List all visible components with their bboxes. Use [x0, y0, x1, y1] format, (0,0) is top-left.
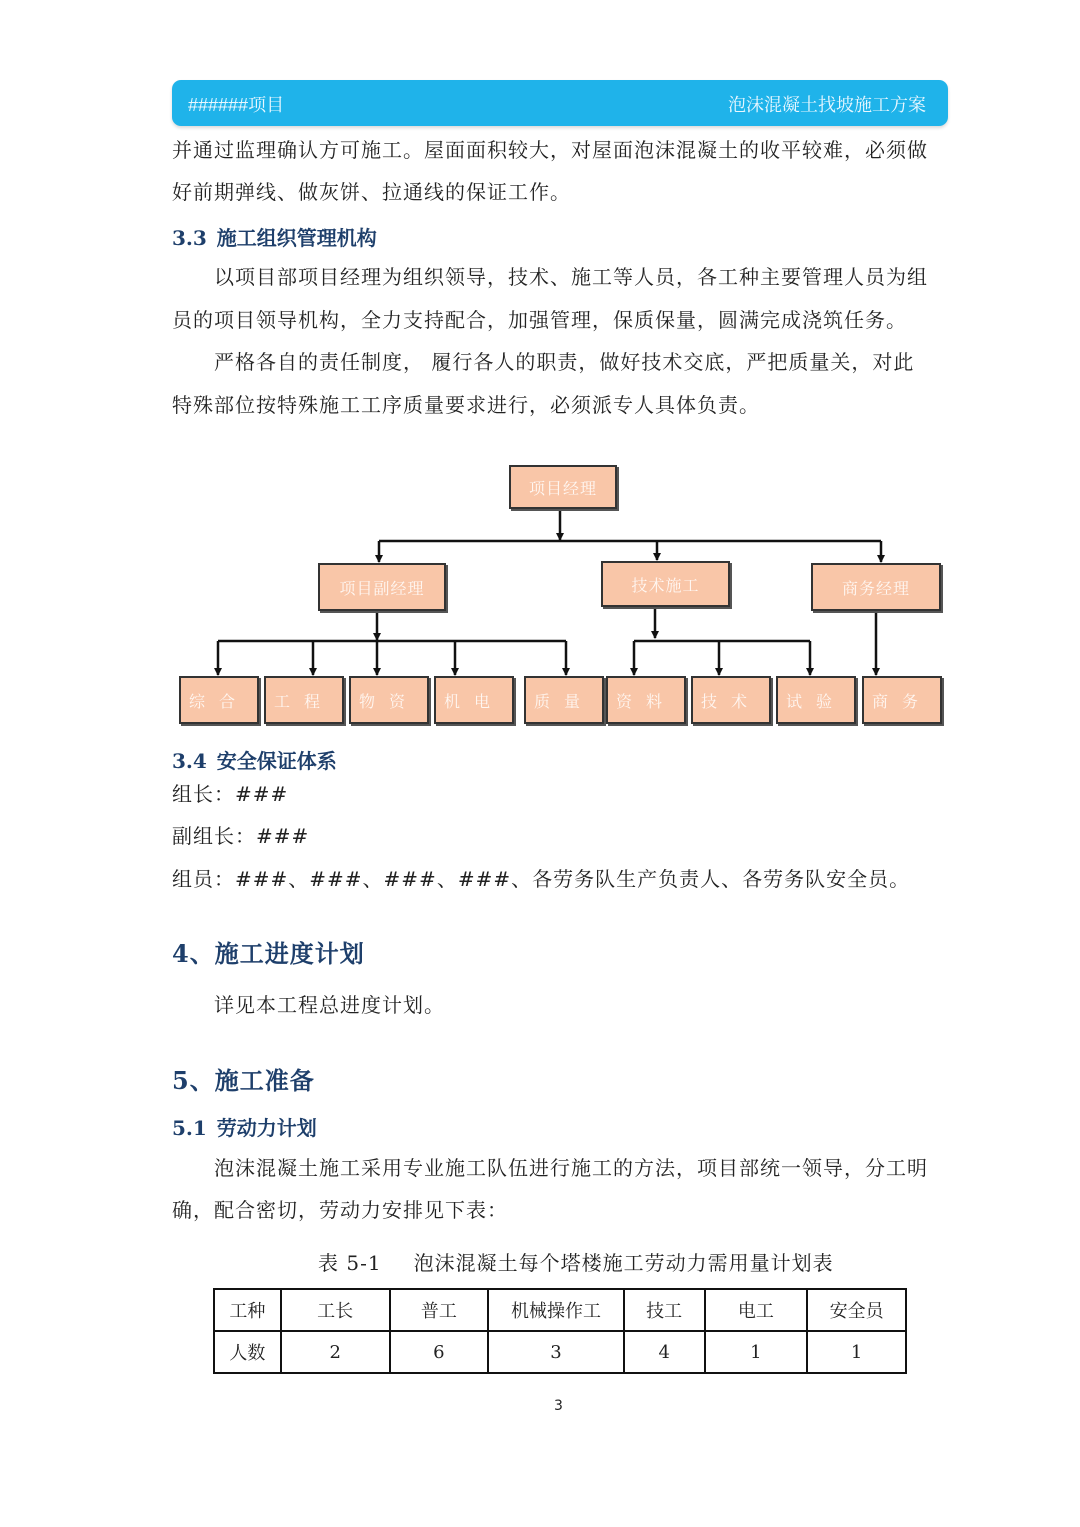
table-caption-title: 泡沫混凝土每个塔楼施工劳动力需用量计划表	[413, 1251, 834, 1275]
org-box-quality: 质量	[524, 676, 604, 724]
org-box-testing: 试验	[776, 676, 856, 724]
section-3-3-number: 3.3	[172, 226, 207, 250]
table-cell: 1	[807, 1331, 906, 1373]
safety-members: 组员：###、###、###、###、各劳务队生产负责人、各劳务队安全员。	[172, 867, 911, 891]
section-4-heading: 4、施工进度计划	[172, 939, 365, 968]
section-3-3-heading	[172, 222, 377, 251]
page-header	[172, 80, 948, 126]
org-box-technical-construction: 技术施工	[601, 561, 730, 607]
table-header-cell: 工长	[281, 1289, 390, 1331]
table-header-cell: 安全员	[807, 1289, 906, 1331]
org-box-mep: 机电	[434, 676, 514, 724]
org-box-deputy-manager: 项目副经理	[318, 563, 446, 611]
safety-leader: 组长：###	[172, 782, 289, 806]
org-box-general: 综合	[179, 676, 259, 724]
org-box-project-manager: 项目经理	[509, 465, 617, 509]
s33-p2-line-1: 严格各自的责任制度， 履行各人的职责，做好技术交底，严把质量关，对此	[214, 350, 915, 374]
table-header-cell: 技工	[624, 1289, 705, 1331]
section-5-heading: 5、施工准备	[172, 1066, 315, 1095]
safety-deputy: 副组长：###	[172, 824, 310, 848]
section-3-4-heading	[172, 745, 337, 774]
section-3-4-number: 3.4	[172, 749, 207, 773]
org-box-business-manager: 商务经理	[811, 563, 941, 611]
page-number: 3	[554, 1398, 563, 1414]
table-header-cell: 工种	[214, 1289, 281, 1331]
s33-p1-line-1: 以项目部项目经理为组织领导，技术、施工等人员，各工种主要管理人员为组	[214, 265, 928, 289]
header-doc-title: 泡沫混凝土找坡施工方案	[728, 95, 926, 115]
table-caption	[318, 1247, 834, 1276]
s33-p2-line-2: 特殊部位按特殊施工工序质量要求进行，必须派专人具体负责。	[172, 393, 760, 417]
section-3-4-title: 安全保证体系	[216, 749, 337, 773]
org-box-technology: 技术	[691, 676, 771, 724]
section-3-3-title: 施工组织管理机构	[216, 226, 377, 250]
table-cell: 人数	[214, 1331, 281, 1373]
table-header-cell: 电工	[705, 1289, 808, 1331]
s51-line-2: 确，配合密切，劳动力安排见下表：	[172, 1198, 508, 1222]
table-header-row	[214, 1289, 906, 1331]
header-project: ######项目	[188, 95, 285, 115]
labor-table	[213, 1288, 907, 1374]
section-5-1-heading	[172, 1112, 317, 1141]
table-cell: 1	[705, 1331, 808, 1373]
table-header-cell: 普工	[390, 1289, 489, 1331]
section-5-1-number: 5.1	[172, 1116, 207, 1140]
section-5-1-title: 劳动力计划	[216, 1116, 317, 1140]
org-box-materials: 物资	[349, 676, 429, 724]
table-row	[214, 1331, 906, 1373]
org-box-business: 商务	[862, 676, 942, 724]
table-caption-number: 表 5-1	[318, 1251, 382, 1275]
s51-line-1: 泡沫混凝土施工采用专业施工队伍进行施工的方法，项目部统一领导，分工明	[214, 1156, 928, 1180]
table-cell: 2	[281, 1331, 390, 1373]
org-box-engineering: 工程	[264, 676, 344, 724]
table-header-cell: 机械操作工	[488, 1289, 624, 1331]
intro-line-2: 好前期弹线、做灰饼、拉通线的保证工作。	[172, 180, 571, 204]
s33-p1-line-2: 员的项目领导机构，全力支持配合，加强管理，保质保量，圆满完成浇筑任务。	[172, 308, 907, 332]
table-cell: 4	[624, 1331, 705, 1373]
intro-line-1: 并通过监理确认方可施工。屋面面积较大，对屋面泡沫混凝土的收平较难，必须做	[172, 138, 928, 162]
org-box-documents: 资料	[606, 676, 686, 724]
table-cell: 6	[390, 1331, 489, 1373]
section-4-text: 详见本工程总进度计划。	[214, 993, 445, 1017]
table-cell: 3	[488, 1331, 624, 1373]
